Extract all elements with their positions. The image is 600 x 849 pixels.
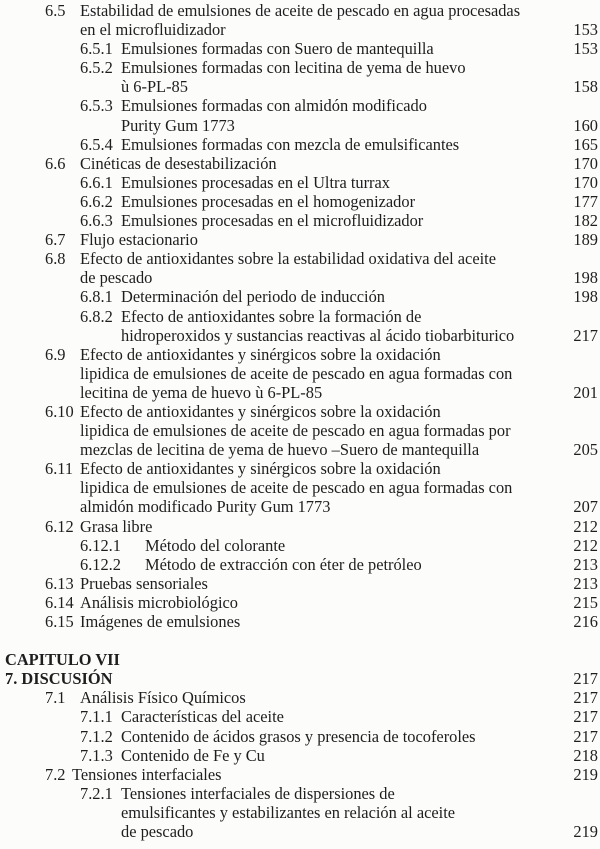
entry-line bbox=[0, 58, 600, 77]
section-title: Contenido de Fe y Cu bbox=[121, 745, 265, 765]
section-number: 7.2.1 bbox=[80, 783, 113, 803]
entry-line bbox=[0, 116, 600, 135]
entry-line bbox=[0, 707, 600, 726]
section-title: Cinéticas de desestabilización bbox=[80, 153, 277, 173]
toc-entry bbox=[0, 555, 600, 574]
toc-entry bbox=[0, 765, 600, 784]
section-number: 6.12.1 bbox=[80, 535, 121, 555]
entry-line bbox=[0, 402, 600, 421]
section-title: Purity Gum 1773 bbox=[121, 115, 235, 135]
section-number: 6.5 bbox=[45, 1, 66, 20]
section-title: lecitina de yema de huevo ù 6-PL-85 bbox=[80, 382, 323, 402]
toc-entry bbox=[0, 345, 600, 402]
section-title: Efecto de antioxidantes y sinérgicos sobre la oxidación bbox=[80, 459, 441, 479]
toc-entry bbox=[0, 1, 600, 39]
section-title: lipidica de emulsiones de aceite de pescado en agua formadas con bbox=[80, 363, 513, 383]
entry-line bbox=[0, 96, 600, 115]
page-number: 153 bbox=[573, 39, 598, 59]
page-number: 217 bbox=[573, 325, 598, 345]
section-title: Efecto de antioxidantes sobre la formación de bbox=[121, 306, 422, 326]
table-of-contents bbox=[0, 1, 600, 841]
toc-entry bbox=[0, 707, 600, 726]
toc-entry bbox=[0, 784, 600, 841]
entry-line bbox=[0, 822, 600, 841]
toc-entry bbox=[0, 173, 600, 192]
entry-line bbox=[0, 650, 600, 669]
page-number: 218 bbox=[573, 745, 598, 765]
page-number: 158 bbox=[573, 77, 598, 97]
section-title: Método del colorante bbox=[145, 535, 286, 555]
entry-line bbox=[0, 517, 600, 536]
entry-line bbox=[0, 39, 600, 58]
toc-entry bbox=[0, 402, 600, 459]
entry-line bbox=[0, 765, 600, 784]
section-title: Emulsiones formadas con almidón modificado bbox=[121, 96, 427, 116]
section-number: 6.12 bbox=[45, 516, 74, 536]
section-number: 7.1.2 bbox=[80, 726, 113, 746]
entry-line bbox=[0, 421, 600, 440]
section-title: Contenido de ácidos grasos y presencia de tocoferoles bbox=[121, 726, 476, 746]
entry-line bbox=[0, 555, 600, 574]
entry-line bbox=[0, 669, 600, 688]
section-number: 6.6.2 bbox=[80, 191, 113, 211]
page-number: 216 bbox=[573, 612, 598, 631]
page-number: 215 bbox=[573, 592, 598, 612]
section-title: ù 6-PL-85 bbox=[121, 77, 188, 97]
page-number: 217 bbox=[573, 726, 598, 746]
section-title: Emulsiones procesadas en el microfluidizador bbox=[121, 211, 424, 231]
page-number: 198 bbox=[573, 268, 598, 288]
section-title: Método de extracción con éter de petróleo bbox=[145, 554, 422, 574]
section-title: lipidica de emulsiones de aceite de pescado en agua formadas por bbox=[80, 421, 511, 441]
entry-line bbox=[0, 1, 600, 20]
section-number: 6.12.2 bbox=[80, 554, 121, 574]
page-number: 217 bbox=[573, 669, 598, 689]
entry-line bbox=[0, 497, 600, 516]
page-number: 170 bbox=[573, 153, 598, 173]
entry-line bbox=[0, 230, 600, 249]
entry-line bbox=[0, 326, 600, 345]
entry-line bbox=[0, 803, 600, 822]
page-number: 189 bbox=[573, 230, 598, 250]
page-number: 198 bbox=[573, 287, 598, 307]
toc-entry bbox=[0, 517, 600, 536]
section-number: 6.13 bbox=[45, 573, 74, 593]
section-title: hidroperoxidos y sustancias reactivas al ácido tiobarbiturico bbox=[121, 325, 515, 345]
section-title: Efecto de antioxidantes y sinérgicos sobre la oxidación bbox=[80, 344, 441, 364]
section-number: 6.15 bbox=[45, 612, 74, 631]
section-title: Tensiones interfaciales de dispersiones de bbox=[121, 783, 395, 803]
toc-entry bbox=[0, 459, 600, 516]
section-number: 6.11 bbox=[45, 459, 74, 479]
toc-entry bbox=[0, 746, 600, 765]
section-title: Emulsiones formadas con lecitina de yema de huevo bbox=[121, 58, 466, 78]
section-title: Tensiones interfaciales bbox=[72, 764, 222, 784]
spacer bbox=[0, 631, 600, 650]
entry-line bbox=[0, 593, 600, 612]
entry-line bbox=[0, 746, 600, 765]
toc-entry bbox=[0, 287, 600, 306]
entry-line bbox=[0, 173, 600, 192]
entry-line bbox=[0, 574, 600, 593]
section-title: Emulsiones procesadas en el homogenizador bbox=[121, 191, 416, 211]
section-title: Determinación del periodo de inducción bbox=[121, 287, 385, 307]
page-number: 213 bbox=[573, 554, 598, 574]
section-number: 6.6.3 bbox=[80, 211, 113, 231]
page-number: 170 bbox=[573, 172, 598, 192]
section-number: 6.14 bbox=[45, 592, 74, 612]
chapter-heading bbox=[0, 650, 600, 669]
section-number: 6.8 bbox=[45, 249, 66, 269]
section-number: 6.5.1 bbox=[80, 39, 113, 59]
toc-entry bbox=[0, 135, 600, 154]
section-title: 7. DISCUSIÓN bbox=[5, 669, 113, 689]
section-number: 6.9 bbox=[45, 344, 66, 364]
toc-entry bbox=[0, 307, 600, 345]
toc-entry bbox=[0, 727, 600, 746]
entry-line bbox=[0, 154, 600, 173]
page-number: 212 bbox=[573, 516, 598, 536]
entry-line bbox=[0, 688, 600, 707]
page-number: 182 bbox=[573, 211, 598, 231]
section-title: CAPITULO VII bbox=[5, 650, 120, 670]
section-title: almidón modificado Purity Gum 1773 bbox=[80, 497, 331, 517]
toc-entry bbox=[0, 39, 600, 58]
entry-line bbox=[0, 383, 600, 402]
section-title: Estabilidad de emulsiones de aceite de pescado en agua procesadas bbox=[80, 1, 521, 20]
toc-entry bbox=[0, 211, 600, 230]
entry-line bbox=[0, 307, 600, 326]
entry-line bbox=[0, 268, 600, 287]
section-title: de pescado bbox=[80, 268, 153, 288]
section-title: Características del aceite bbox=[121, 707, 284, 727]
entry-line bbox=[0, 20, 600, 39]
section-number: 6.5.2 bbox=[80, 58, 113, 78]
page-number: 207 bbox=[573, 497, 598, 517]
page-number: 177 bbox=[573, 191, 598, 211]
page-number: 205 bbox=[573, 440, 598, 460]
toc-entry bbox=[0, 249, 600, 287]
section-title: Emulsiones formadas con Suero de mantequilla bbox=[121, 39, 434, 59]
section-title: Flujo estacionario bbox=[80, 230, 198, 250]
section-number: 6.8.1 bbox=[80, 287, 113, 307]
section-title: Emulsiones formadas con mezcla de emulsificantes bbox=[121, 134, 460, 154]
page-number: 165 bbox=[573, 134, 598, 154]
section-title: en el microfluidizador bbox=[80, 20, 226, 40]
section-number: 6.7 bbox=[45, 230, 66, 250]
section-title: lipidica de emulsiones de aceite de pescado en agua formadas con bbox=[80, 478, 513, 498]
entry-line bbox=[0, 612, 600, 631]
section-number: 6.8.2 bbox=[80, 306, 113, 326]
toc-entry bbox=[0, 154, 600, 173]
section-number: 6.6.1 bbox=[80, 172, 113, 192]
page-number: 212 bbox=[573, 535, 598, 555]
entry-line bbox=[0, 211, 600, 230]
toc-entry bbox=[0, 536, 600, 555]
entry-line bbox=[0, 77, 600, 96]
section-title: mezclas de lecitina de yema de huevo –Suero de mantequilla bbox=[80, 440, 480, 460]
page-number: 219 bbox=[573, 764, 598, 784]
page-number: 160 bbox=[573, 115, 598, 135]
section-title: emulsificantes y estabilizantes en relación al aceite bbox=[121, 802, 456, 822]
toc-entry bbox=[0, 96, 600, 134]
section-number: 6.6 bbox=[45, 153, 66, 173]
section-number: 6.10 bbox=[45, 401, 74, 421]
section-title: Efecto de antioxidantes sobre la estabilidad oxidativa del aceite bbox=[80, 249, 496, 269]
section-number: 7.2 bbox=[45, 764, 66, 784]
section-title: Análisis microbiológico bbox=[80, 592, 238, 612]
section-title: Efecto de antioxidantes y sinérgicos sobre la oxidación bbox=[80, 401, 441, 421]
page-number: 217 bbox=[573, 707, 598, 727]
toc-entry bbox=[0, 688, 600, 707]
section-number: 6.5.3 bbox=[80, 96, 113, 116]
page-number: 201 bbox=[573, 382, 598, 402]
section-title: Pruebas sensoriales bbox=[80, 573, 208, 593]
toc-entry bbox=[0, 58, 600, 96]
toc-entry bbox=[0, 612, 600, 631]
section-title: Imágenes de emulsiones bbox=[80, 612, 241, 631]
section-title: de pescado bbox=[121, 822, 194, 842]
entry-line bbox=[0, 364, 600, 383]
page-number: 213 bbox=[573, 573, 598, 593]
toc-entry bbox=[0, 230, 600, 249]
entry-line bbox=[0, 287, 600, 306]
toc-entry bbox=[0, 192, 600, 211]
entry-line bbox=[0, 784, 600, 803]
entry-line bbox=[0, 192, 600, 211]
page-number: 219 bbox=[573, 822, 598, 842]
section-number: 7.1.1 bbox=[80, 707, 113, 727]
entry-line bbox=[0, 440, 600, 459]
entry-line bbox=[0, 478, 600, 497]
entry-line bbox=[0, 249, 600, 268]
page-number: 217 bbox=[573, 688, 598, 708]
entry-line bbox=[0, 536, 600, 555]
section-title: Emulsiones procesadas en el Ultra turrax bbox=[121, 172, 390, 192]
section-number: 7.1.3 bbox=[80, 745, 113, 765]
toc-entry bbox=[0, 593, 600, 612]
page-number: 153 bbox=[573, 20, 598, 40]
entry-line bbox=[0, 135, 600, 154]
toc-entry bbox=[0, 574, 600, 593]
entry-line bbox=[0, 459, 600, 478]
entry-line bbox=[0, 345, 600, 364]
section-number: 6.5.4 bbox=[80, 134, 113, 154]
chapter-heading bbox=[0, 669, 600, 688]
section-number: 7.1 bbox=[45, 688, 66, 708]
section-title: Análisis Físico Químicos bbox=[80, 688, 246, 708]
section-title: Grasa libre bbox=[80, 516, 153, 536]
entry-line bbox=[0, 727, 600, 746]
